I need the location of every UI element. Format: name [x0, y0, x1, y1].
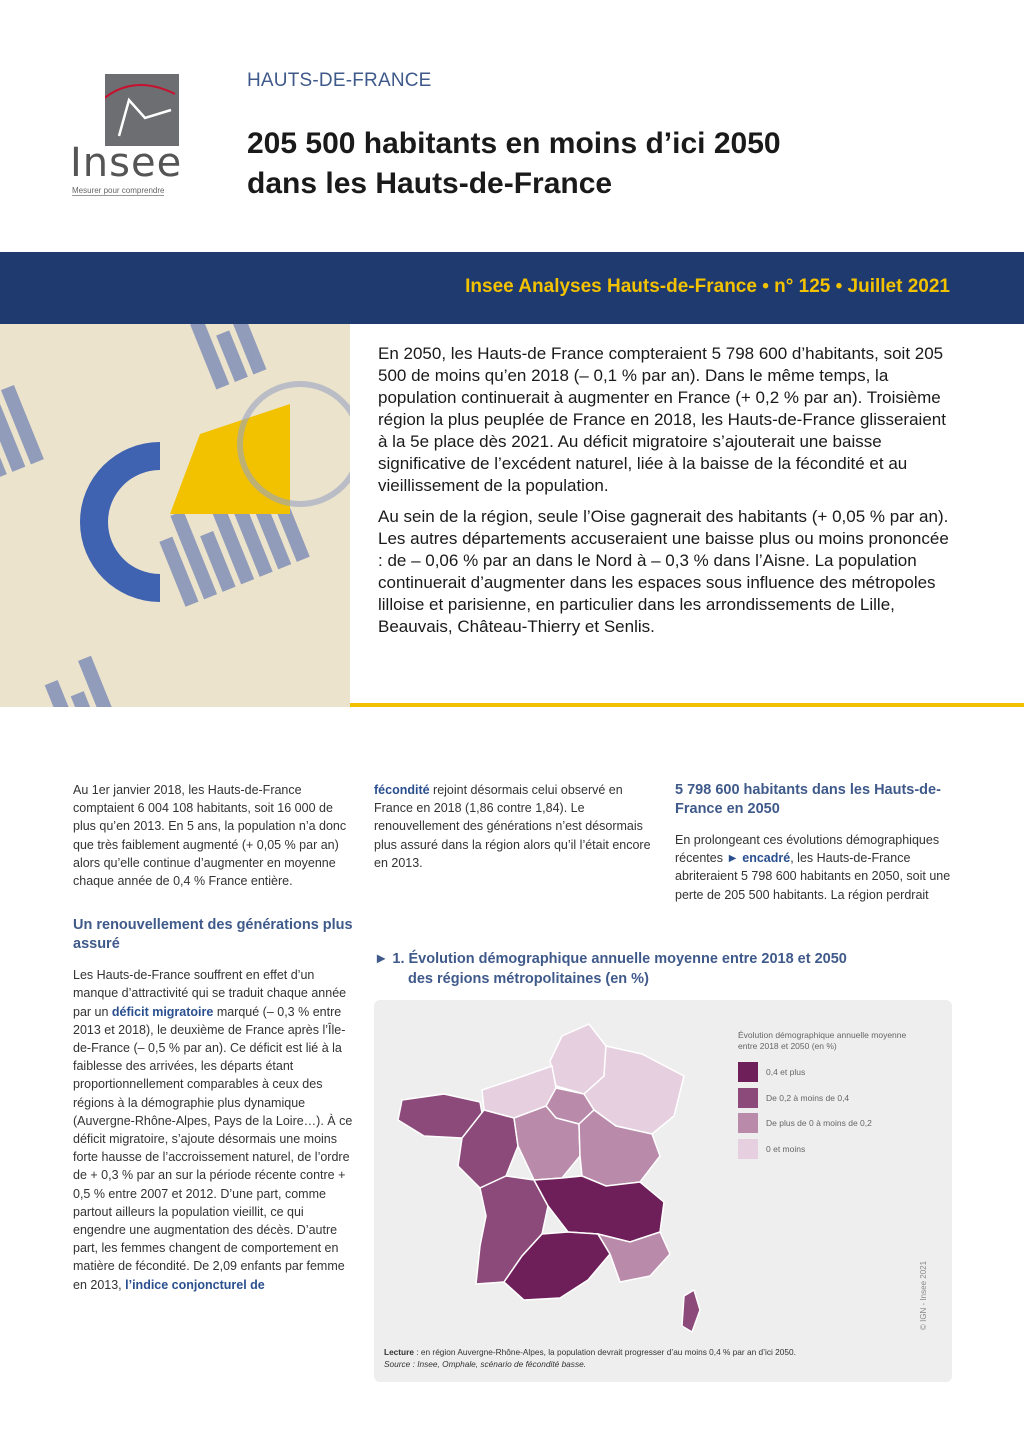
- col3-paragraph: [675, 831, 955, 904]
- col2-paragraph: [374, 781, 654, 872]
- figure-title-line-2: des régions métropolitaines (en %): [408, 970, 649, 987]
- intro-paragraph-2: Au sein de la région, seule l’Oise gagnerait des habitants (+ 0,05 % par an). Les autres départements accuseraient une baisse plus ou moins prononcée : de – 0,06 % par an dans le Nord à – 0,3 % dans l’Aisne. La population continuerait d’augmenter dans les espaces sous influence des métropoles lilloise et parisienne, en particulier dans les arrondissements de Lille, Beauvais, Château-Thierry et Senlis.: [378, 507, 949, 636]
- region-auvergne-rhone-alpes: [534, 1176, 664, 1242]
- region-corse: [682, 1290, 700, 1332]
- lecture-text: : en région Auvergne-Rhône-Alpes, la population devrait progresser d’au moins 0,4 % par an d’ici 2050.: [413, 1347, 796, 1357]
- france-regions-map: [384, 1006, 724, 1346]
- body-column-1: [73, 781, 353, 1294]
- legend-swatch: [738, 1062, 758, 1082]
- logo-tagline: Mesurer pour comprendre: [72, 186, 165, 195]
- title-line-1: 205 500 habitants en moins d’ici 2050: [247, 127, 781, 160]
- lecture-label: Lecture: [384, 1347, 414, 1357]
- legend-swatch: [738, 1113, 758, 1133]
- link-fecondite[interactable]: fécondité: [374, 783, 430, 797]
- col1-paragraph-2: [73, 966, 353, 1294]
- col3-text-b: , les Hauts-de-France abriteraient 5 798 600 habitants en 2050, soit une perte de 205 500 habitants. La région perdrait: [675, 851, 951, 902]
- title-line-2: dans les Hauts-de-France: [247, 167, 613, 200]
- figure-title: [374, 950, 954, 989]
- figure-source: Source : Insee, Omphale, scénario de fécondité basse.: [384, 1359, 587, 1369]
- col1-paragraph-1: Au 1er janvier 2018, les Hauts-de-France comptaient 6 004 108 habitants, soit 16 000 de plus qu’en 2013. En 5 ans, la population n’a donc que très faiblement augmenté (+ 0,05 % par an) alors qu’elle continue d’augmenter en moyenne chaque année de 0,4 % France entière.: [73, 783, 347, 889]
- figure-reading-note: [384, 1346, 944, 1370]
- legend-item: [738, 1113, 928, 1133]
- section-heading-generations: Un renouvellement des générations plus assuré: [73, 917, 353, 953]
- col1-text-b: marqué (– 0,3 % entre 2013 et 2018), le deuxième de France après l’Île-de-France (– 0,5 % par an). Ce déficit est lié à la faiblesse des arrivées, les départs étant proportionnellement comparables à ceux des régions à la démographie plus dynamique (Auvergne-Rhône-Alpes, Pays de la Loire…). À ce déficit migratoire, s’ajoute désormais une moins forte hausse de l’accroissement naturel, de l’ordre de + 0,3 % par an sur la période récente contre + 0,5 % entre 2007 et 2012. D’une part, comme partout ailleurs la population vieillit, ce qui engendre une augmentation des décès. D’autre part, les femmes changent de comportement en matière de fécondité. De 2,09 enfants par femme en 2013,: [73, 1004, 353, 1292]
- col2-text: rejoint désormais celui observé en France en 2018 (1,86 contre 1,84). Le renouvellement des générations n’est désormais plus assuré dans la région alors qu’il l’était encore en 2013.: [374, 783, 651, 870]
- legend-item: [738, 1139, 928, 1159]
- legend-item: [738, 1088, 928, 1108]
- body-column-3: [675, 781, 955, 904]
- figure-arrow-icon: ►: [374, 951, 389, 967]
- logo-text: Insee: [70, 140, 183, 186]
- link-deficit-migratoire[interactable]: déficit migratoire: [111, 1004, 214, 1019]
- legend-label: 0,4 et plus: [766, 1067, 806, 1077]
- logo-graphic: [105, 74, 179, 146]
- publication-reference: Insee Analyses Hauts-de-France • n° 125 • Juillet 2021: [465, 276, 950, 297]
- legend-label: De plus de 0 à moins de 0,2: [766, 1118, 872, 1128]
- col3-text-a: En prolongeant ces évolutions démographiques récentes: [675, 833, 940, 866]
- figure-map-panel: [374, 1000, 952, 1382]
- cover-illustration: [0, 324, 350, 707]
- legend-label: 0 et moins: [766, 1144, 806, 1154]
- link-encadre[interactable]: ► encadré: [726, 851, 791, 866]
- intro-divider: [350, 703, 1024, 707]
- legend-swatch: [738, 1088, 758, 1108]
- section-heading-2050: 5 798 600 habitants dans les Hauts-de-France en 2050: [675, 782, 941, 817]
- body-column-2: [374, 781, 654, 872]
- legend-item: [738, 1062, 928, 1082]
- figure-title-line-1: 1. Évolution démographique annuelle moyenne entre 2018 et 2050: [392, 951, 847, 967]
- legend-label: De 0,2 à moins de 0,4: [766, 1093, 850, 1103]
- region-label: HAUTS-DE-FRANCE: [247, 70, 432, 91]
- map-legend-title: Évolution démographique annuelle moyenne entre 2018 et 2050 (en %): [738, 1030, 907, 1051]
- legend-swatch: [738, 1139, 758, 1159]
- map-copyright: © IGN - Insee 2021: [919, 1260, 928, 1330]
- intro-paragraph-1: En 2050, les Hauts-de France compteraient 5 798 600 d’habitants, soit 205 500 de moins qu’en 2018 (– 0,1 % par an). Dans le même temps, la population continuerait à augmenter en France (+ 0,2 % par an). Troisième région la plus peuplée de France en 2018, les Hauts-de-France glisseraient à la 5e place dès 2021. Au déficit migratoire s’ajouterait une baisse significative de l’excédent naturel, liée à la baisse de la fécondité et au vieillissement de la population.: [378, 344, 946, 495]
- insee-logo: [70, 70, 190, 200]
- publication-band: [0, 252, 1024, 324]
- link-indice-conjoncturel[interactable]: l’indice conjoncturel de: [125, 1277, 265, 1292]
- page-title: [247, 124, 947, 204]
- intro-summary: [378, 343, 958, 647]
- col1-text-a: Les Hauts-de-France souffrent en effet d’un manque d’attractivité qui se traduit chaque année par un: [73, 968, 347, 1019]
